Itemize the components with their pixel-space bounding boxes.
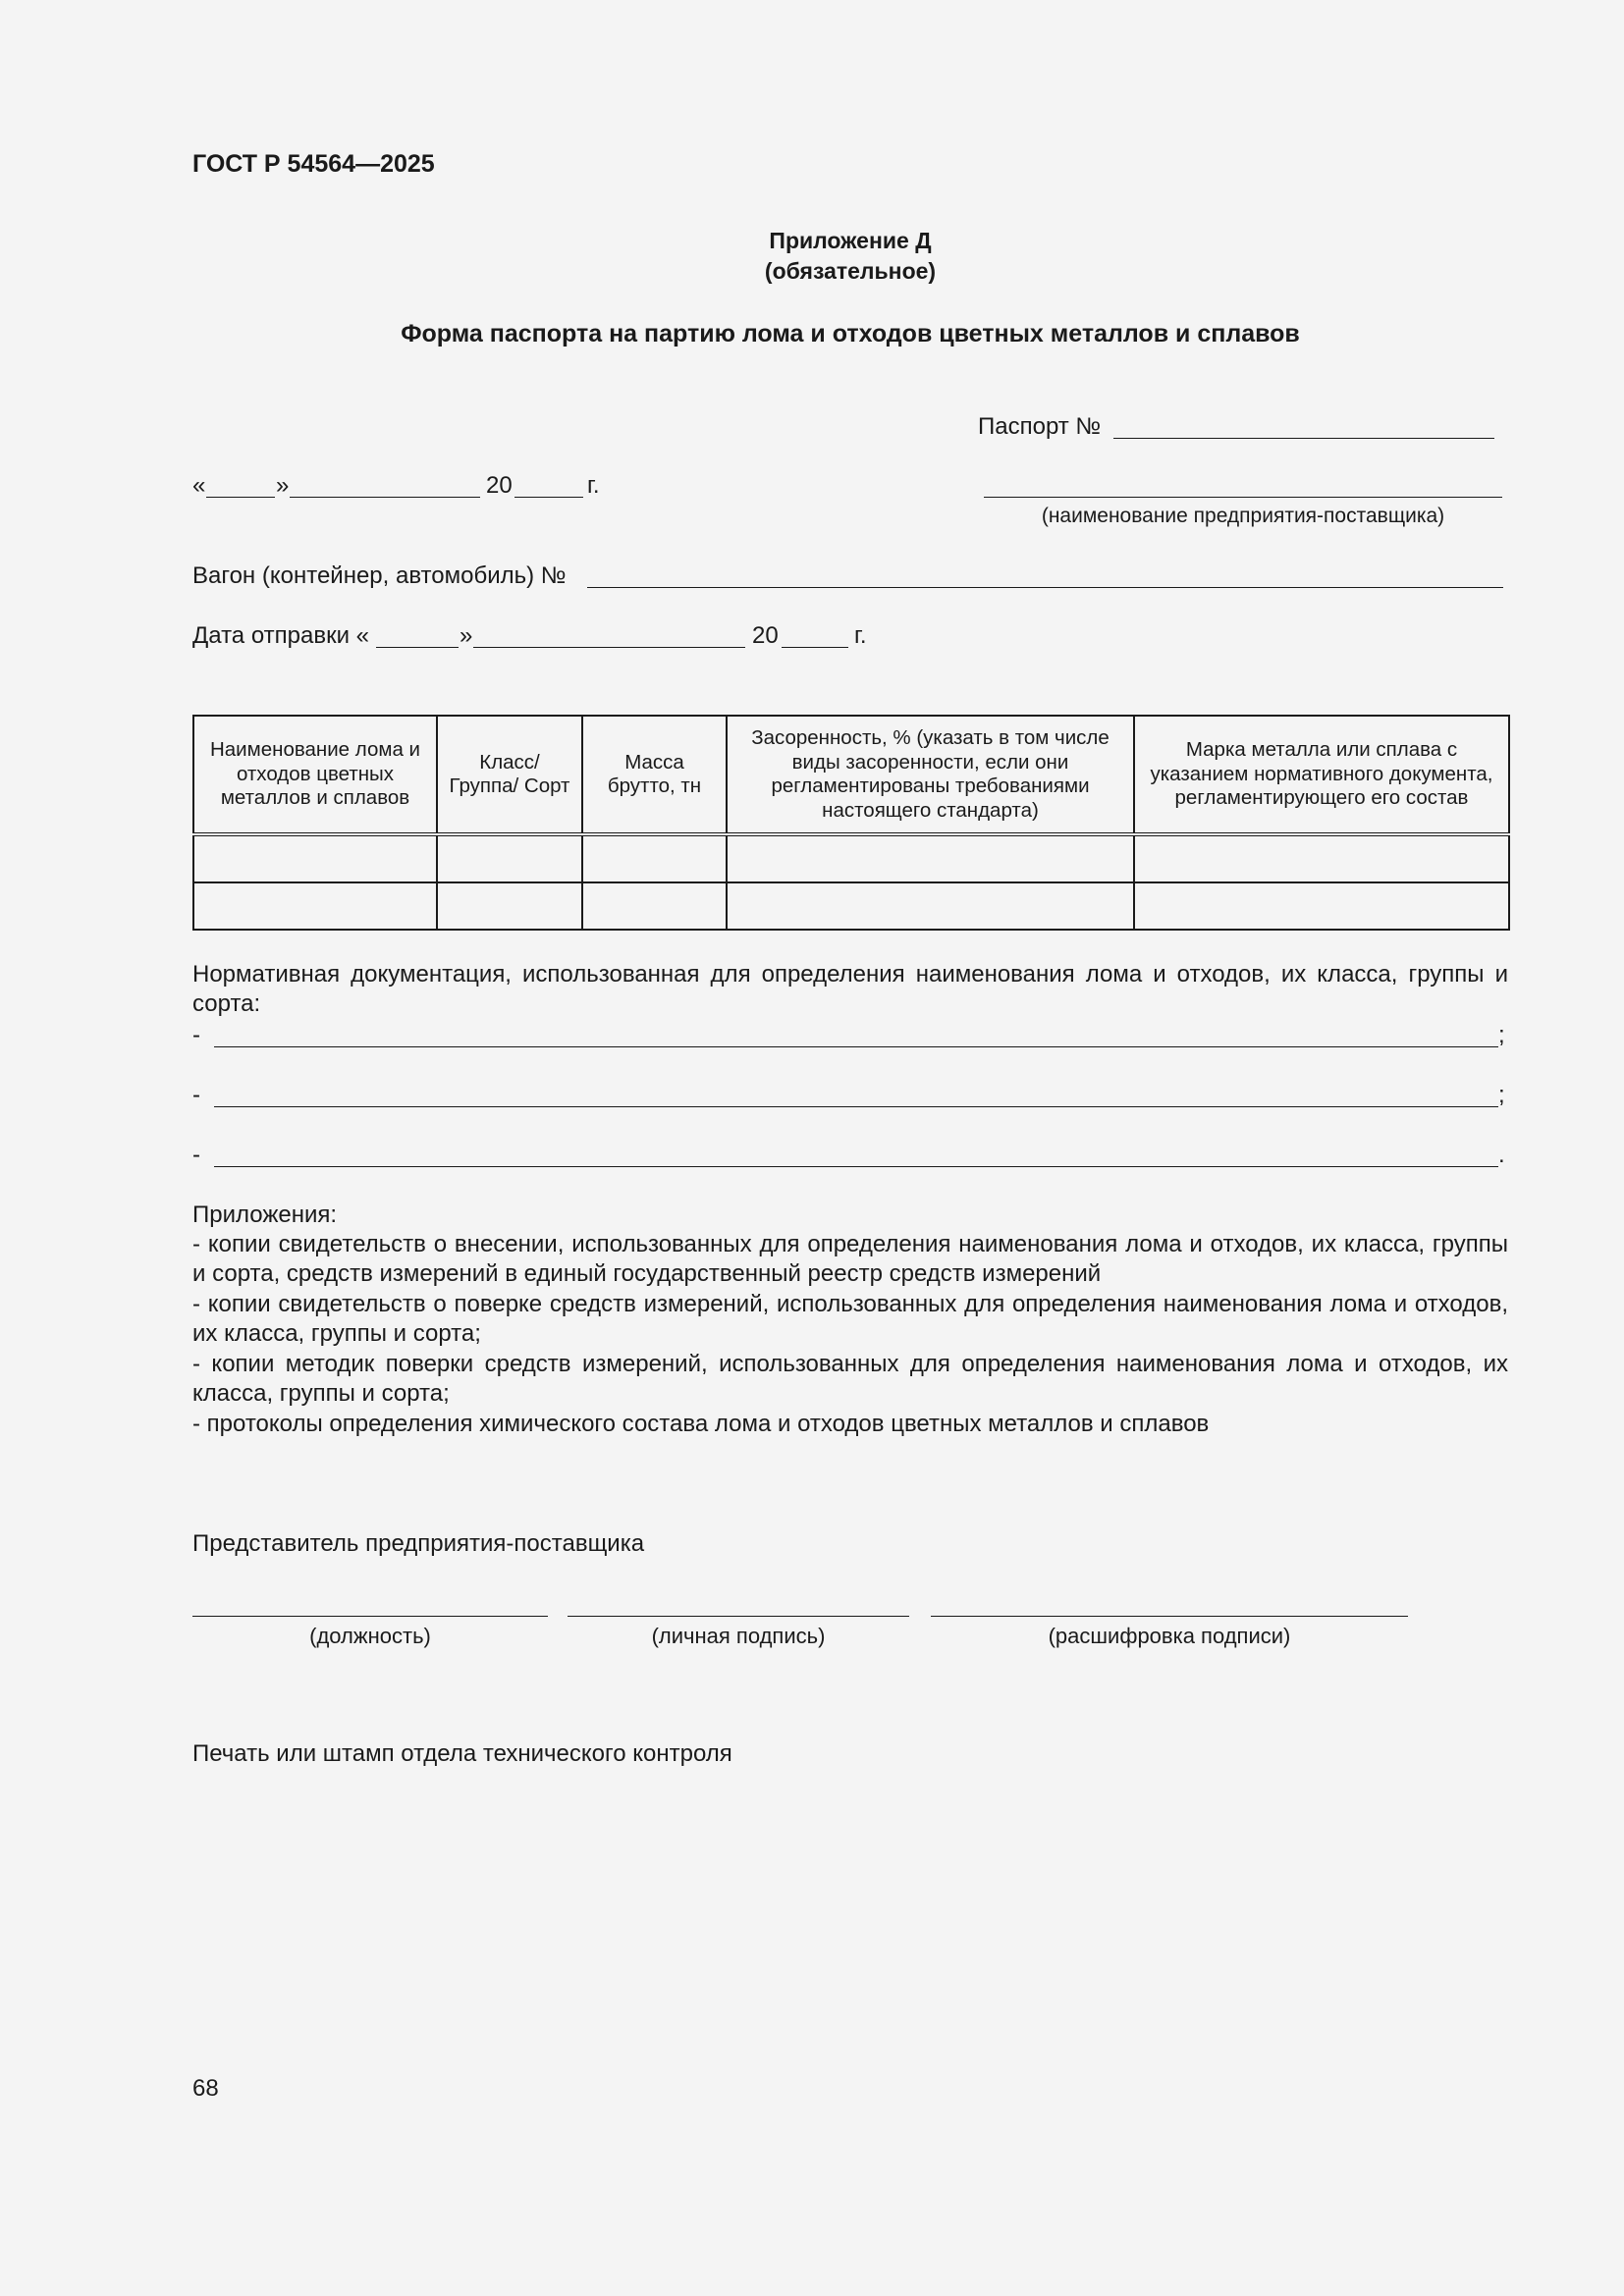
table-cell[interactable] — [437, 882, 582, 930]
table-cell[interactable] — [727, 882, 1134, 930]
appendix-status: (обязательное) — [764, 258, 937, 284]
table-cell[interactable] — [582, 834, 727, 882]
signature-field[interactable] — [568, 1616, 909, 1617]
position-caption: (должность) — [309, 1624, 431, 1648]
table-cell[interactable] — [1134, 834, 1509, 882]
table-row — [193, 834, 1509, 882]
supplier-name-caption: (наименование предприятия-поставщика) — [1041, 505, 1445, 527]
table-cell[interactable] — [582, 882, 727, 930]
appendix-title: Приложение Д — [769, 228, 932, 253]
dispatch-year-prefix: 20 — [752, 622, 779, 649]
attachment-item: - копии свидетельств о внесении, использованных для определения наименования лома и отходов, их класса, группы и сорта, средств измерений в единый государственный реестр средств измерений — [192, 1231, 1508, 1287]
attachment-item: - копии свидетельств о поверке средств измерений, использованных для определения наименования лома и отходов, их класса, группы и сорта; — [192, 1291, 1508, 1347]
signature-decoding-field[interactable] — [931, 1616, 1408, 1617]
normative-field-2[interactable] — [214, 1106, 1498, 1107]
dispatch-day-field[interactable] — [376, 647, 459, 648]
supplier-name-field[interactable] — [984, 497, 1502, 498]
form-title: Форма паспорта на партию лома и отходов цветных металлов и сплавов — [401, 320, 1300, 347]
attachment-item: - копии методик поверки средств измерений, использованных для определения наименования лома и отходов, их класса, группы и сорта; — [192, 1351, 1508, 1407]
dispatch-year-field[interactable] — [782, 647, 848, 648]
table-cell[interactable] — [727, 834, 1134, 882]
dispatch-year-suffix: г. — [854, 622, 867, 649]
wagon-number-field[interactable] — [587, 587, 1503, 588]
passport-number-field[interactable] — [1113, 438, 1494, 439]
date-close-quote: » — [276, 472, 290, 499]
attachments-title: Приложения: — [192, 1201, 338, 1228]
normative-dash: - — [192, 1142, 200, 1168]
date-month-field[interactable] — [290, 497, 480, 498]
attachment-item: - протоколы определения химического состава лома и отходов цветных металлов и сплавов — [192, 1411, 1210, 1437]
date-year-field[interactable] — [514, 497, 583, 498]
normative-field-3[interactable] — [214, 1166, 1498, 1167]
signature-decoding-caption: (расшифровка подписи) — [1048, 1624, 1291, 1648]
date-year-suffix: г. — [587, 472, 600, 499]
date-year-prefix: 20 — [486, 472, 513, 499]
wagon-label: Вагон (контейнер, автомобиль) № — [192, 562, 567, 589]
column-header: Засоренность, % (указать в том числе виды засоренности, если они регламентированы требованиями настоящего стандарта) — [727, 716, 1134, 834]
signature-caption: (личная подпись) — [651, 1624, 826, 1648]
column-header: Марка металла или сплава с указанием нормативного документа, регламентирующего его состав — [1134, 716, 1509, 834]
normative-ending: ; — [1498, 1082, 1505, 1108]
column-header: Класс/ Группа/ Сорт — [437, 716, 582, 834]
scrap-table — [192, 715, 1510, 931]
page-number: 68 — [192, 2075, 219, 2102]
table-cell[interactable] — [1134, 882, 1509, 930]
date-day-field[interactable] — [206, 497, 275, 498]
column-header: Наименование лома и отходов цветных металлов и сплавов — [193, 716, 437, 834]
normative-field-1[interactable] — [214, 1046, 1498, 1047]
dispatch-date-label: Дата отправки « — [192, 622, 369, 649]
normative-ending: ; — [1498, 1022, 1505, 1048]
stamp-label: Печать или штамп отдела технического контроля — [192, 1740, 732, 1767]
column-header: Масса брутто, тн — [582, 716, 727, 834]
normative-docs-text: Нормативная документация, использованная для определения наименования лома и отходов, их класса, группы и сорта: — [192, 961, 1508, 1017]
normative-dash: - — [192, 1082, 200, 1108]
passport-number-label: Паспорт № — [978, 413, 1102, 440]
dispatch-close-quote: » — [460, 622, 473, 649]
table-cell[interactable] — [193, 834, 437, 882]
document-code: ГОСТ Р 54564—2025 — [192, 150, 435, 178]
representative-label: Представитель предприятия-поставщика — [192, 1530, 645, 1557]
table-cell[interactable] — [193, 882, 437, 930]
dispatch-month-field[interactable] — [473, 647, 745, 648]
table-row — [193, 882, 1509, 930]
position-field[interactable] — [192, 1616, 548, 1617]
date-open-quote: « — [192, 472, 206, 499]
normative-dash: - — [192, 1022, 200, 1048]
table-cell[interactable] — [437, 834, 582, 882]
normative-ending: . — [1498, 1142, 1505, 1168]
